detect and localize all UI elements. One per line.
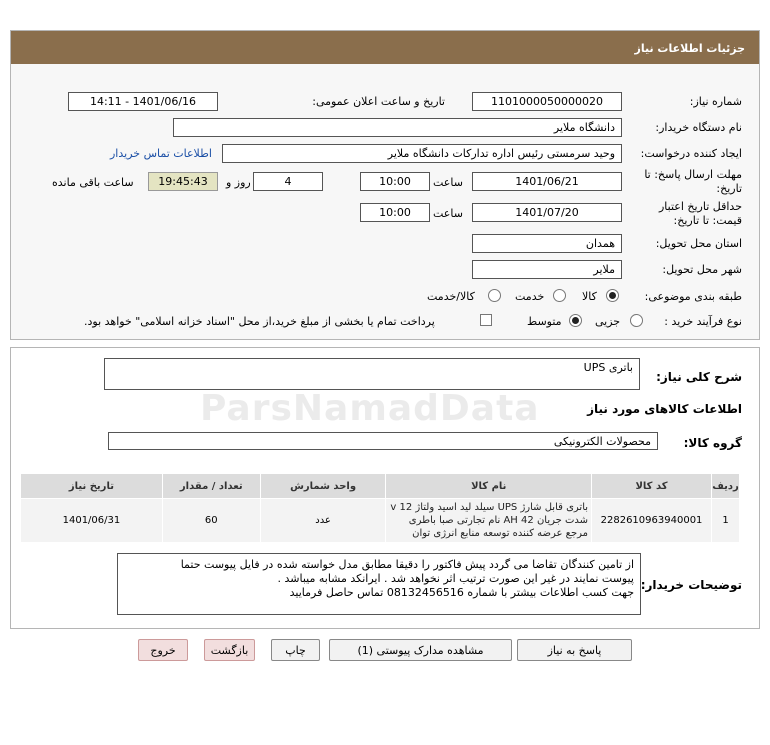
validity-label-2: قیمت: تا تاریخ: (673, 214, 742, 227)
city-label: شهر محل تحویل: (662, 263, 742, 276)
city-field[interactable]: ملایر (472, 260, 622, 279)
category-label: طبقه بندی موضوعی: (644, 290, 742, 303)
announce-label: تاریخ و ساعت اعلان عمومی: (312, 95, 445, 108)
cell-code: 2282610963940001 (592, 499, 712, 543)
contact-info-link[interactable]: اطلاعات تماس خریدار (110, 147, 212, 160)
group-field[interactable]: محصولات الکترونیکی (108, 432, 658, 450)
table-row[interactable] (21, 499, 740, 543)
requester-field[interactable]: وحید سرمستی رئیس اداره تدارکات دانشگاه ملایر (222, 144, 622, 163)
days-field[interactable]: 4 (253, 172, 323, 191)
buyer-org-field[interactable]: دانشگاه ملایر (173, 118, 622, 137)
deadline-time-field[interactable]: 10:00 (360, 172, 430, 191)
process-minor-label: جزیی (595, 315, 621, 328)
col-row: ردیف (712, 474, 740, 499)
notes-line-3: جهت کسب اطلاعات بیشتر با شماره 08132456516 تماس حاصل فرمایید (289, 586, 634, 599)
page-title: جزئیات اطلاعات نیاز (11, 31, 759, 64)
province-label: استان محل تحویل: (655, 237, 742, 250)
deadline-label: مهلت ارسال پاسخ: تا (644, 168, 742, 181)
description-field[interactable]: باتری UPS (104, 358, 640, 390)
treasury-checkbox[interactable] (480, 314, 492, 326)
validity-label: حداقل تاریخ اعتبار (658, 200, 742, 213)
deadline-time-label: ساعت (433, 176, 463, 189)
description-label: شرح کلی نیاز: (656, 370, 742, 384)
cell-qty: 60 (162, 499, 260, 543)
col-name: نام کالا (386, 474, 592, 499)
col-code: کد کالا (592, 474, 712, 499)
validity-time-label: ساعت (433, 207, 463, 220)
treasury-note: پرداخت تمام یا بخشی از مبلغ خرید،از محل "اسناد خزانه اسلامی" خواهد بود. (84, 315, 435, 328)
notes-label: توضیحات خریدار: (640, 578, 742, 592)
remaining-time-field: 19:45:43 (148, 172, 218, 191)
view-attachments-button[interactable]: مشاهده مدارک پیوستی (1) (329, 639, 512, 661)
goods-table (20, 473, 740, 543)
print-button[interactable]: چاپ (271, 639, 320, 661)
category-goods-label: کالا (582, 290, 597, 303)
category-service-label: خدمت (515, 290, 545, 303)
validity-date-field[interactable]: 1401/07/20 (472, 203, 622, 222)
days-label: روز و (226, 176, 251, 189)
process-medium-label: متوسط (527, 315, 562, 328)
cell-name: باتری قابل شارژ UPS سیلد لید اسید ولتاژ 12 v شدت جریان 42 AH نام تجارتی صبا باطری مرجع عرضه کننده توسعه منابع انرژی توان (386, 499, 592, 543)
col-date: تاریخ نیاز (21, 474, 163, 499)
need-number-label: شماره نیاز: (689, 95, 742, 108)
category-goods-radio[interactable] (606, 289, 619, 302)
notes-line-2: پیوست نمایند در غیر این صورت ترتیب اثر نخواهد شد . ایرانکد مشابه میباشد . (277, 572, 634, 585)
col-unit: واحد شمارش (260, 474, 386, 499)
back-button[interactable]: بازگشت (204, 639, 255, 661)
group-label: گروه کالا: (683, 436, 742, 450)
need-number-field[interactable]: 1101000050000020 (472, 92, 622, 111)
cell-unit: عدد (260, 499, 386, 543)
remaining-label: ساعت باقی مانده (52, 176, 134, 189)
buyer-notes (117, 553, 641, 615)
exit-button[interactable]: خروج (138, 639, 188, 661)
goods-info-title: اطلاعات کالاهای مورد نیاز (587, 402, 742, 416)
buyer-org-label: نام دستگاه خریدار: (655, 121, 742, 134)
validity-time-field[interactable]: 10:00 (360, 203, 430, 222)
cell-row: 1 (712, 499, 740, 543)
province-field[interactable]: همدان (472, 234, 622, 253)
process-minor-radio[interactable] (630, 314, 643, 327)
announce-field[interactable]: 1401/06/16 - 14:11 (68, 92, 218, 111)
category-service-radio[interactable] (553, 289, 566, 302)
category-both-radio[interactable] (488, 289, 501, 302)
deadline-label-2: تاریخ: (716, 182, 742, 195)
notes-line-1: از تامین کنندگان تقاضا می گردد پیش فاکتور را دقیقا مطابق مدل خواسته شده در فایل پیوست حتما (180, 558, 634, 571)
process-label: نوع فرآیند خرید : (664, 315, 742, 328)
deadline-date-field[interactable]: 1401/06/21 (472, 172, 622, 191)
requester-label: ایجاد کننده درخواست: (640, 147, 742, 160)
process-medium-radio[interactable] (569, 314, 582, 327)
cell-date: 1401/06/31 (21, 499, 163, 543)
col-qty: تعداد / مقدار (162, 474, 260, 499)
category-both-label: کالا/خدمت (427, 290, 475, 303)
reply-button[interactable]: پاسخ به نیاز (517, 639, 632, 661)
